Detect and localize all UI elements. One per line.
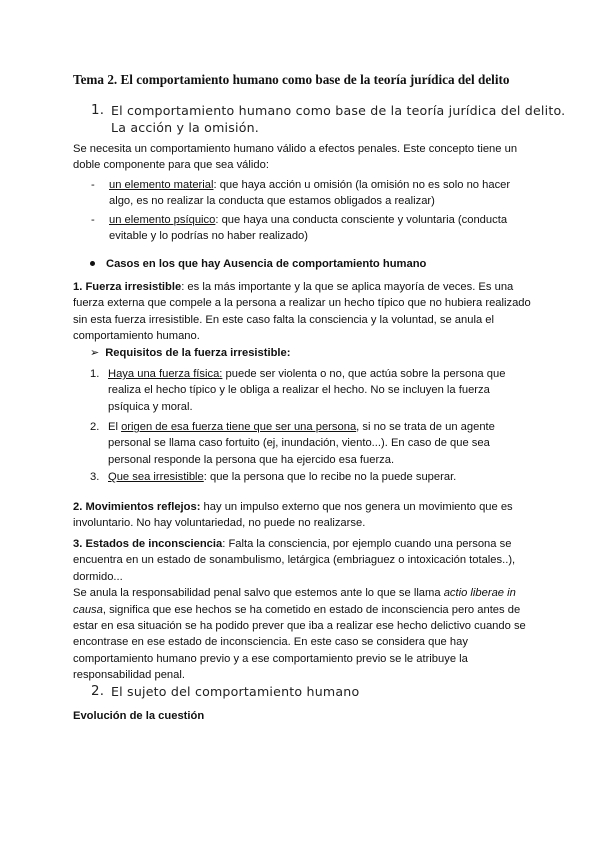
requisito-text: puede ser violenta o no, que actúa sobre la persona que bbox=[222, 368, 506, 380]
dash-item-label: un elemento psíquico bbox=[109, 214, 216, 226]
intro-paragraph bbox=[73, 141, 533, 174]
requisito-item-2 bbox=[90, 419, 530, 469]
dash-item-label: un elemento material bbox=[109, 179, 214, 191]
inconsciencia-line-2: encuentra en un estado de sonambulismo, letárgica (embriaguez o intoxicación totales..), bbox=[73, 554, 516, 567]
inconsciencia-line-4: Se anula la responsabilidad penal salvo que estemos ante lo que se llama bbox=[73, 587, 444, 600]
inconsciencia-line-9: responsabilidad penal. bbox=[73, 669, 185, 682]
requisito-text-line-3: psíquica y moral. bbox=[108, 400, 193, 413]
intro-line-2: doble componente para que sea válido: bbox=[73, 159, 269, 172]
section-1-title-line-1: El comportamiento humano como base de la teoría jurídica del delito. bbox=[111, 103, 566, 118]
requisito-item-1 bbox=[90, 366, 530, 416]
dash-item-text: : que haya acción u omisión (la omisión no es solo no hacer bbox=[213, 179, 511, 191]
fuerza-line-2: fuerza externa que compele a la persona a realizar un hecho típico que no hubiera realizado bbox=[73, 297, 531, 310]
fuerza-line-3: sin esta fuerza irresistible. En este caso falta la consciencia y la voluntad, se anula el bbox=[73, 313, 495, 326]
evolucion-heading: Evolución de la cuestión bbox=[73, 710, 205, 722]
section-1-heading bbox=[91, 101, 566, 141]
reflejos-paragraph bbox=[73, 499, 533, 532]
fuerza-label: 1. Fuerza irresistible bbox=[73, 281, 182, 293]
inconsciencia-line-5: , significa que ese hechos se ha cometido en estado de inconsciencia pero antes de bbox=[102, 603, 521, 616]
requisito-text-line-2: realiza el hecho típico y le obliga a realizar el hecho. No se incluyen la fuerza bbox=[108, 384, 490, 397]
reflejos-label: 2. Movimientos reflejos: bbox=[73, 501, 201, 513]
section-1-title-line-2: La acción y la omisión. bbox=[111, 120, 259, 135]
inconsciencia-line-1: : Falta la consciencia, por ejemplo cuando una persona se bbox=[222, 538, 512, 550]
fuerza-line-1: : es la más importante y la que se aplica mayoría de veces. Es una bbox=[181, 281, 514, 293]
requisito-text-line-3: personal responde la persona que ha ejercido esa fuerza. bbox=[108, 453, 395, 466]
section-1-number: 1. bbox=[91, 103, 105, 118]
intro-line-1: Se necesita un comportamiento humano válido a efectos penales. Este concepto tiene un bbox=[73, 143, 518, 155]
requisito-text-line-2: personal se llama caso fortuito (ej, inundación, viento...). En caso de que sea bbox=[108, 437, 490, 450]
ausencia-heading-text: Casos en los que hay Ausencia de comportamiento humano bbox=[106, 258, 427, 270]
inconsciencia-label: 3. Estados de inconsciencia bbox=[73, 538, 223, 550]
inconsciencia-line-6: estar en esa situación se ha podido prever que iba a realizar ese hecho delictivo cuando se bbox=[73, 620, 526, 633]
causa-term: causa bbox=[73, 603, 103, 616]
requisito-label: Que sea irresistible bbox=[108, 471, 204, 483]
fuerza-paragraph bbox=[73, 279, 533, 345]
dash-marker: - bbox=[91, 179, 95, 191]
ausencia-heading bbox=[90, 258, 426, 270]
fuerza-line-4: comportamiento humano. bbox=[73, 330, 200, 343]
requisito-label: Haya una fuerza física: bbox=[108, 368, 223, 380]
dash-marker: - bbox=[91, 214, 95, 226]
actio-liberae-term: actio liberae in bbox=[443, 587, 516, 600]
list-number: 1. bbox=[90, 368, 100, 380]
requisito-text: : que la persona que lo recibe no la puede superar. bbox=[203, 471, 457, 483]
inconsciencia-paragraph bbox=[73, 536, 533, 684]
reflejos-line-2: involuntario. No hay voluntariedad, no puede no realizarse. bbox=[73, 517, 366, 530]
section-2-heading bbox=[91, 682, 551, 702]
inconsciencia-line-7: encontrase en ese estado de inconsciencia. En este caso se considera que hay bbox=[73, 636, 468, 649]
requisitos-heading bbox=[90, 346, 291, 359]
requisito-text: , si no se trata de un agente bbox=[356, 421, 495, 433]
page-title: Tema 2. El comportamiento humano como base de la teoría jurídica del delito bbox=[73, 72, 510, 87]
dash-item-text-line-2: algo, es no realizar la conducta que estamos obligados a realizar) bbox=[109, 195, 435, 208]
dash-item-text: : que haya una conducta consciente y voluntaria (conducta bbox=[215, 214, 508, 226]
inconsciencia-line-3: dormido... bbox=[73, 570, 123, 583]
dash-item-text-line-2: evitable y lo podrías no haber realizado) bbox=[109, 230, 309, 243]
requisito-prefix: El bbox=[108, 421, 122, 433]
requisitos-heading-text: Requisitos de la fuerza irresistible: bbox=[105, 347, 291, 359]
dash-item-material bbox=[91, 177, 531, 211]
section-2-number: 2. bbox=[91, 684, 105, 699]
reflejos-line-1: hay un impulso externo que nos genera un movimiento que es bbox=[200, 501, 513, 513]
bullet-dot-icon bbox=[90, 261, 95, 266]
dash-item-psiquico bbox=[91, 212, 531, 246]
requisito-item-3 bbox=[90, 469, 530, 487]
arrow-right-icon: ➢ bbox=[90, 346, 100, 359]
requisito-label: origen de esa fuerza tiene que ser una persona bbox=[121, 421, 357, 433]
inconsciencia-line-8: comportamiento humano previo y a ese comportamiento previo se le atribuye la bbox=[73, 652, 468, 665]
section-2-title: El sujeto del comportamiento humano bbox=[111, 684, 360, 699]
list-number: 2. bbox=[90, 421, 100, 433]
list-number: 3. bbox=[90, 471, 100, 483]
